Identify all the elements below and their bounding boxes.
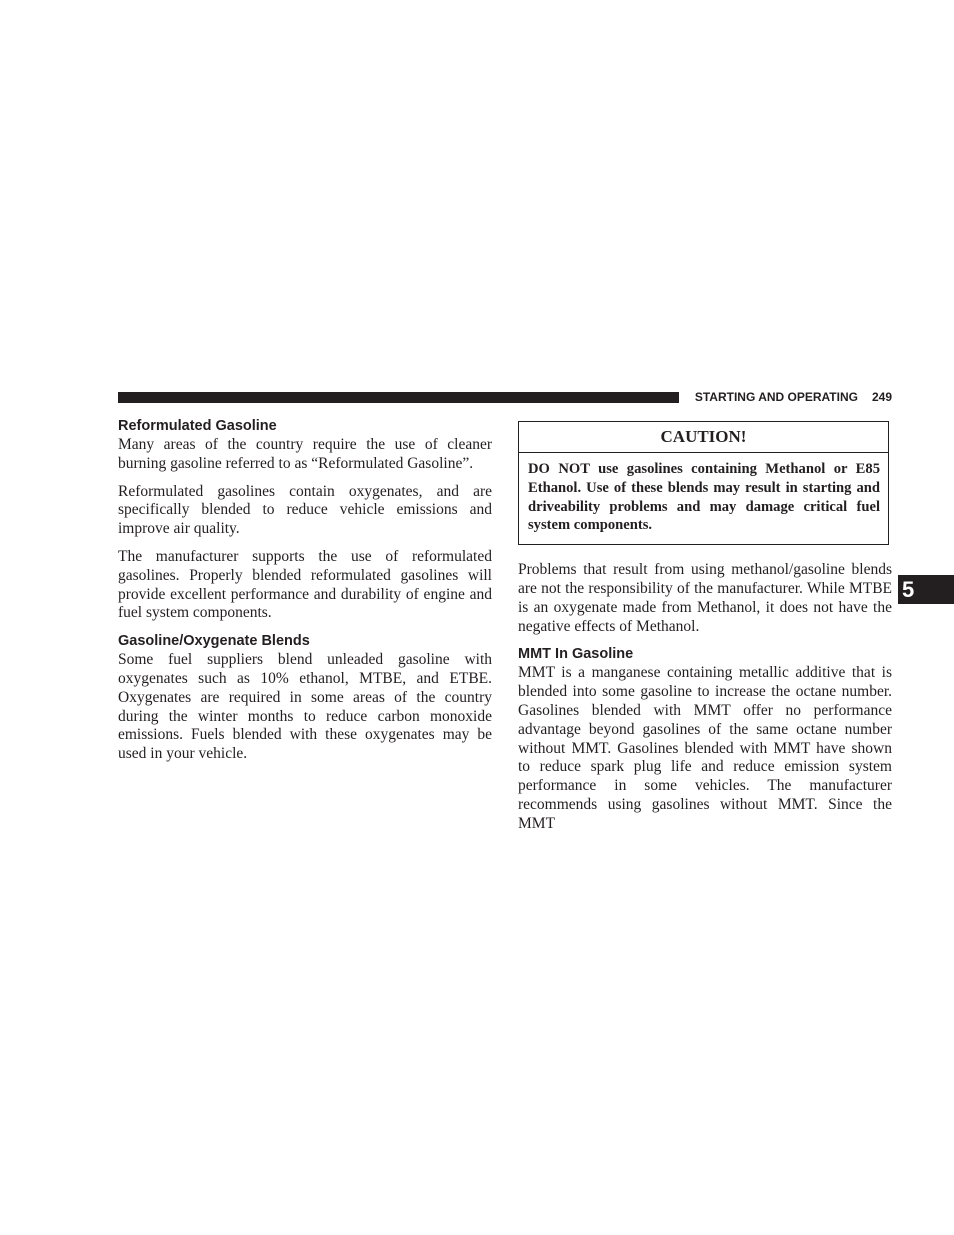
caution-body: DO NOT use gasolines containing Methanol or E85 Ethanol. Use of these blends may result in starting and driveability problems and may damage critical fuel system components. bbox=[528, 461, 880, 534]
reformulated-paragraph-2: Reformulated gasolines contain oxygenates, and are specifically blended to reduce vehicle emissions and improve air quality. bbox=[118, 482, 492, 538]
reformulated-heading: Reformulated Gasoline bbox=[118, 418, 277, 434]
reformulated-paragraph-3: The manufacturer supports the use of reformulated gasolines. Properly blended reformulated gasolines will provide excellent performance and durability of engine and fuel system components. bbox=[118, 547, 492, 622]
left-column bbox=[118, 417, 492, 764]
page-number: 249 bbox=[871, 390, 892, 404]
reformulated-paragraph-1: Many areas of the country require the use of cleaner burning gasoline referred to as “Reformulated Gasoline”. bbox=[118, 436, 492, 472]
running-header bbox=[685, 390, 892, 405]
mmt-heading: MMT In Gasoline bbox=[518, 646, 634, 663]
right-column bbox=[518, 421, 892, 834]
blends-paragraph: Some fuel suppliers blend unleaded gasoline with oxygenates such as 10% ethanol, MTBE, and ETBE. Oxygenates are required in some areas of the country during the winter months to reduce carbon monoxide emissions. Fuels blended with these oxygenates may be used in your vehicle. bbox=[118, 651, 492, 763]
blends-heading: Gasoline/Oxygenate Blends bbox=[118, 633, 310, 650]
chapter-tab: 5 bbox=[898, 575, 954, 604]
mmt-paragraph: MMT is a manganese containing metallic additive that is blended into some gasoline to increase the octane number. Gasolines blended with MMT offer no performance advantage beyond gasolines of the same octane number without MMT. Gasolines blended with MMT have shown to reduce spark plug life and reduce emission system performance in some vehicles. The manufacturer recommends using gasolines without MMT. Since the MMT bbox=[518, 664, 892, 832]
section-title: STARTING AND OPERATING bbox=[694, 390, 858, 404]
methanol-paragraph: Problems that result from using methanol/gasoline blends are not the responsibility of the manufacturer. While MTBE is an oxygenate made from Methanol, it does not have the negative effects of Methanol. bbox=[518, 561, 892, 635]
header-rule bbox=[118, 392, 679, 403]
caution-box bbox=[518, 421, 889, 545]
caution-title: CAUTION! bbox=[519, 422, 888, 453]
